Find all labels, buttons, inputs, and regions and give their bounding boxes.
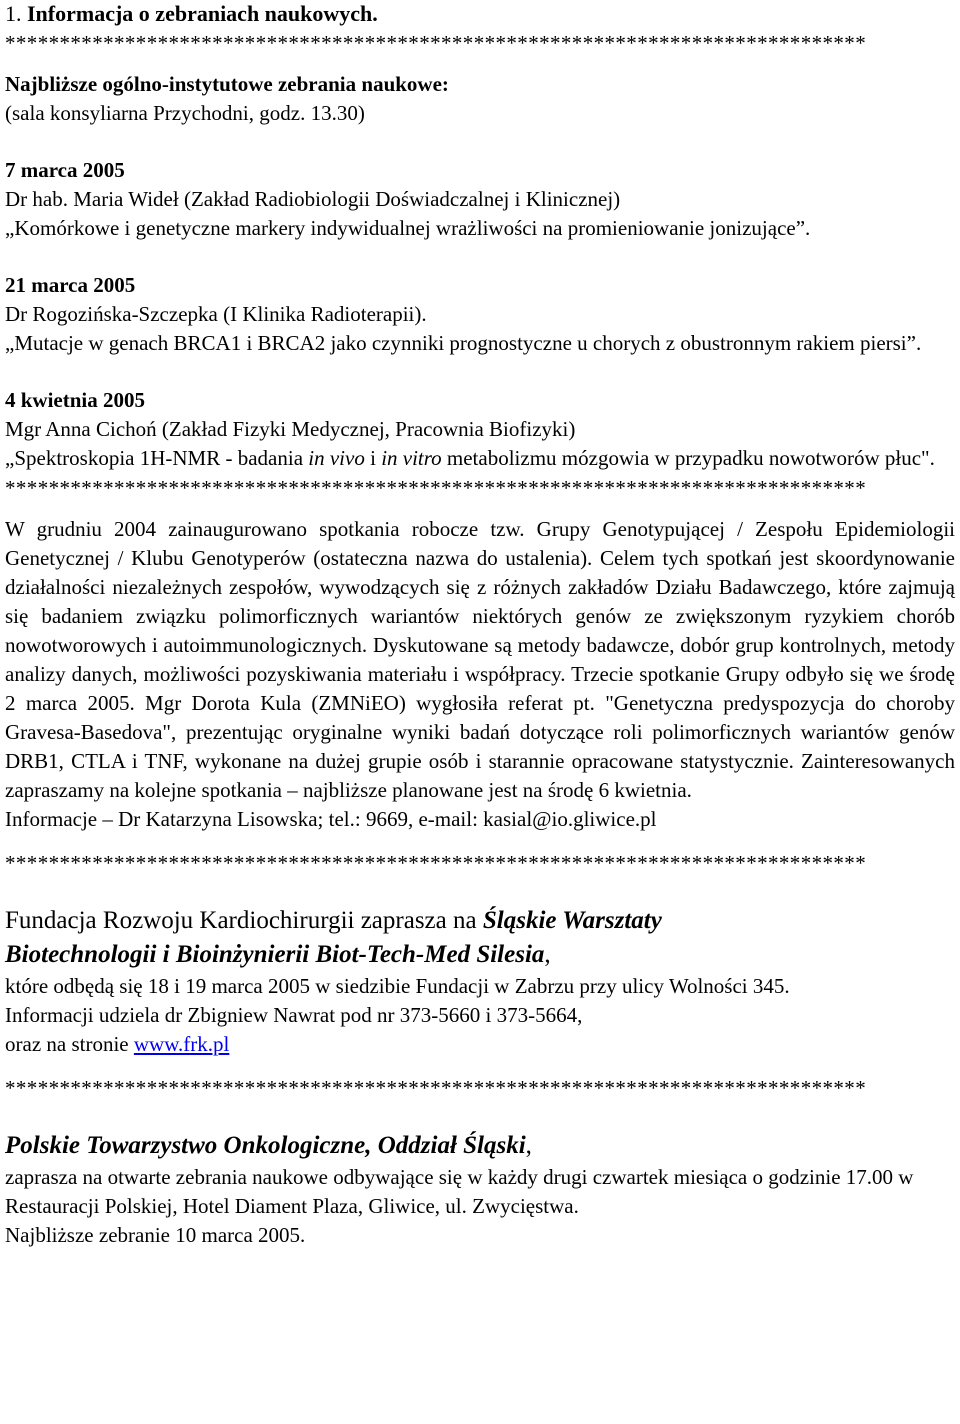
separator-2: *******************************************************************************	[5, 476, 867, 500]
separator-4: *******************************************************************************	[5, 1076, 867, 1100]
pto-comma: ,	[525, 1132, 532, 1159]
document-page	[5, 0, 955, 1250]
meeting-2-topic: „Mutacje w genach BRCA1 i BRCA2 jako czynniki prognostyczne u chorych z obustronnym rakiem piersi”.	[5, 331, 922, 355]
foundation-line1: które odbędą się 18 i 19 marca 2005 w siedzibie Fundacji w Zabrzu przy ulicy Wolności 345.	[5, 974, 790, 998]
meetings-location: (sala konsyliarna Przychodni, godz. 13.30)	[5, 101, 365, 125]
section-title: Informacja o zebraniach naukowych.	[27, 1, 378, 26]
separator-3: *******************************************************************************	[5, 851, 867, 875]
genotyping-paragraph: W grudniu 2004 zainaugurowano spotkania robocze tzw. Grupy Genotypującej / Zespołu Epidemiologii Genetycznej / Klubu Genotyperów (ostateczna nazwa do ustalenia). Celem tych spotkań jest skoordynowanie działalności niezależnych zespołów, wywodzących się z różnych zakładów Działu Badawczego, które zajmują się badaniem związku polimorficznych wariantów niektórych genów ze zwiększonym ryzykiem chorób nowotworowych i autoimmunologicznych. Dyskutowane są metody badawcze, dobór grup kontrolnych, metody analizy danych, możliwości pozyskiwania materiału i współpracy. Trzecie spotkanie Grupy odbyło się we środę 2 marca 2005. Mgr Dorota Kula (ZMNiEO) wygłosiła referat pt. "Genetyczna predyspozycja do choroby Gravesa-Basedova", prezentując oryginalne wyniki badań dotyczące roli polimorficznych wariantów genów DRB1, CTLA i TNF, wykonane na dużej grupie osób i starannie opracowane statystycznie. Zainteresowanych zapraszamy na kolejne spotkania – najbliższe planowane jest na środę 6 kwietnia.	[5, 517, 955, 802]
meeting-3-speaker: Mgr Anna Cichoń (Zakład Fizyki Medycznej, Pracownia Biofizyki)	[5, 417, 576, 441]
meetings-heading: Najbliższe ogólno-instytutowe zebrania naukowe:	[5, 72, 449, 96]
meeting-2-date: 21 marca 2005	[5, 273, 136, 297]
foundation-line3	[5, 1030, 955, 1059]
meeting-1-speaker: Dr hab. Maria Wideł (Zakład Radiobiologii Doświadczalnej i Klinicznej)	[5, 187, 621, 211]
foundation-line2: Informacji udziela dr Zbigniew Nawrat pod nr 373-5660 i 373-5664,	[5, 1003, 583, 1027]
meeting-2-speaker: Dr Rogozińska-Szczepka (I Klinika Radioterapii).	[5, 302, 427, 326]
foundation-lead: Fundacja Rozwoju Kardiochirurgii zaprasza na	[5, 907, 483, 934]
genotyping-contact: Informacje – Dr Katarzyna Lisowska; tel.: 9669, e-mail: kasial@io.gliwice.pl	[5, 807, 657, 831]
meeting-3-topic-invitro: in vitro	[381, 446, 442, 470]
meeting-3-topic	[5, 444, 955, 473]
meeting-1-topic: „Komórkowe i genetyczne markery indywidualnej wrażliwości na promieniowanie jonizujące”.	[5, 216, 811, 240]
pto-line1: zaprasza na otwarte zebrania naukowe odbywające się w każdy drugi czwartek miesiąca o godzinie 17.00 w Restauracji Polskiej, Hotel Diament Plaza, Gliwice, ul. Zwycięstwa.	[5, 1165, 914, 1218]
foundation-event-line2: Biotechnologii i Bioinżynierii Biot-Tech-Med Silesia	[5, 941, 545, 968]
meeting-3-topic-mid: i	[364, 446, 382, 470]
meeting-3-date: 4 kwietnia 2005	[5, 388, 146, 412]
meeting-3-topic-invivo: in vivo	[308, 446, 365, 470]
separator-1: *******************************************************************************	[5, 31, 867, 55]
meeting-3-topic-pre: „Spektroskopia 1H-NMR - badania	[5, 446, 309, 470]
pto-title: Polskie Towarzystwo Onkologiczne, Oddział Śląski	[5, 1132, 526, 1159]
meeting-3-topic-post: metabolizmu mózgowia w przypadku nowotworów płuc".	[441, 446, 935, 470]
section-number: 1.	[5, 1, 22, 26]
foundation-line3-pre: oraz na stronie	[5, 1032, 134, 1056]
foundation-comma: ,	[544, 941, 551, 968]
section-heading	[5, 0, 955, 28]
foundation-website-link[interactable]: www.frk.pl	[133, 1032, 230, 1056]
pto-line2: Najbliższe zebranie 10 marca 2005.	[5, 1223, 306, 1247]
foundation-event-line1: Śląskie Warsztaty	[482, 907, 662, 934]
meeting-1-date: 7 marca 2005	[5, 158, 125, 182]
foundation-title-2	[5, 938, 955, 972]
pto-title-line	[5, 1129, 955, 1163]
foundation-title	[5, 904, 955, 938]
